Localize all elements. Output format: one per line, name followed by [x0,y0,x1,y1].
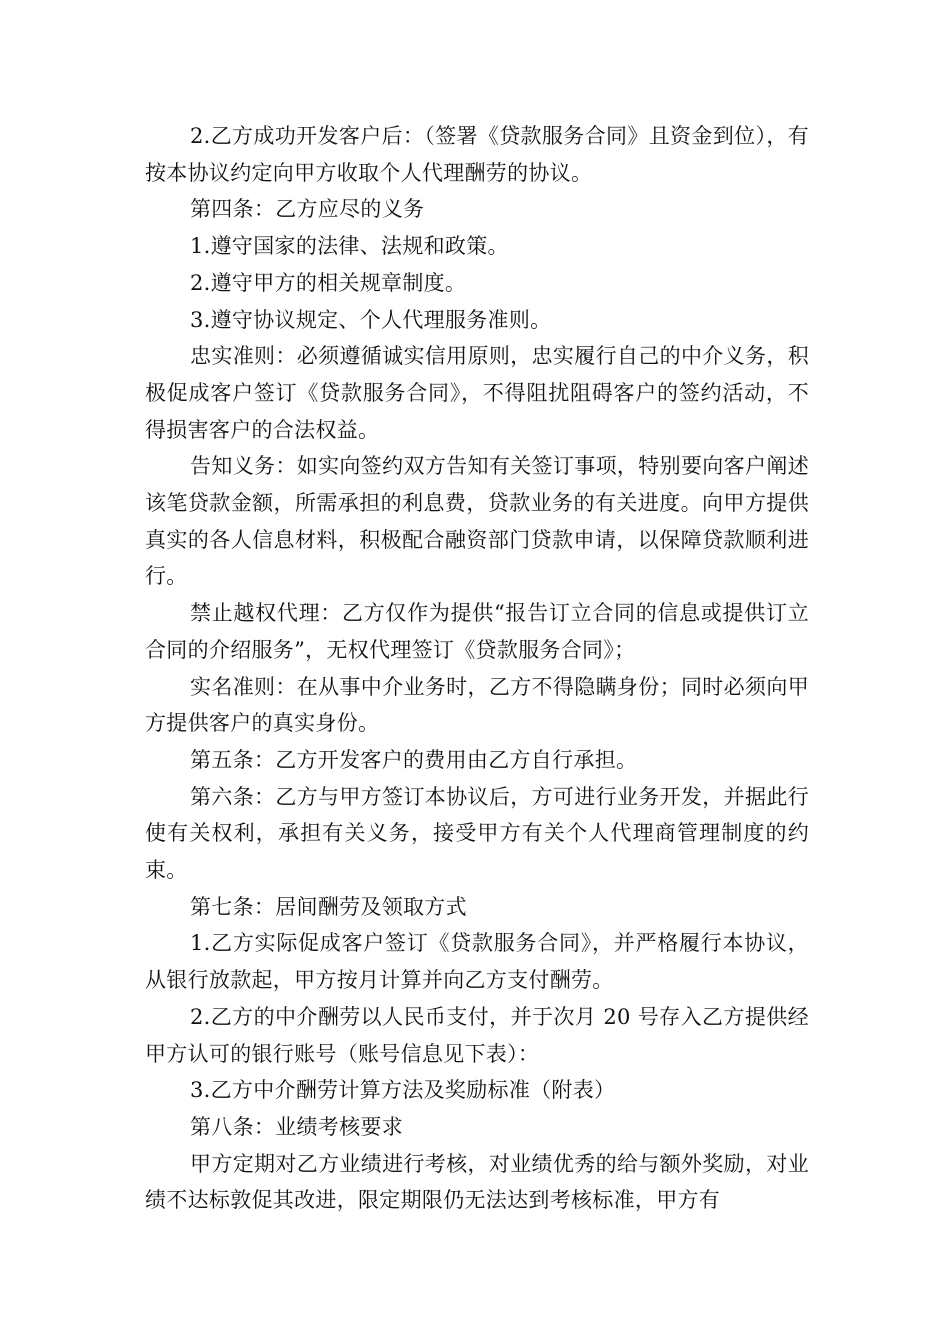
paragraph-disclosure-duty: 告知义务：如实向签约双方告知有关签订事项，特别要向客户阐述该笔贷款金额，所需承担的利息费，贷款业务的有关进度。向甲方提供真实的各人信息材料，积极配合融资部门贷款申请，以保障贷款顺利进行。 [145,454,809,589]
heading-article-8: 第八条：业绩考核要求 [190,1114,403,1139]
paragraph-article-5: 第五条：乙方开发客户的费用由乙方自行承担。 [190,747,638,772]
document-body [145,118,809,1219]
paragraph-article-7-item-1: 1.乙方实际促成客户签订《贷款服务合同》，并严格履行本协议，从银行放款起，甲方按月计算并向乙方支付酬劳。 [145,931,809,993]
paragraph-article-8-body: 甲方定期对乙方业绩进行考核，对业绩优秀的给与额外奖励，对业绩不达标敦促其改进，限定期限仍无法达到考核标准，甲方有 [145,1151,809,1213]
heading-article-7: 第七条：居间酬劳及领取方式 [190,894,467,919]
paragraph-clause-3-item-2: 2.乙方成功开发客户后：（签署《贷款服务合同》且资金到位），有按本协议约定向甲方收取个人代理酬劳的协议。 [145,124,809,185]
paragraph-article-4-item-2: 2.遵守甲方的相关规章制度。 [190,270,467,295]
paragraph-article-6: 第六条：乙方与甲方签订本协议后，方可进行业务开发，并据此行使有关权利，承担有关义务，接受甲方有关个人代理商管理制度的约束。 [145,784,809,883]
heading-article-4: 第四条：乙方应尽的义务 [190,197,425,222]
paragraph-no-overreach: 禁止越权代理：乙方仅作为提供“报告订立合同的信息或提供订立合同的介绍服务”，无权代理签订《贷款服务合同》； [145,601,809,662]
paragraph-article-7-item-2: 2.乙方的中介酬劳以人民币支付，并于次月 20 号存入乙方提供经甲方认可的银行账号（账号信息见下表）： [145,1004,809,1066]
paragraph-article-4-item-1: 1.遵守国家的法律、法规和政策。 [190,234,509,259]
paragraph-real-name-principle: 实名准则：在从事中介业务时，乙方不得隐瞒身份；同时必须向甲方提供客户的真实身份。 [145,674,809,736]
paragraph-article-7-item-3: 3.乙方中介酬劳计算方法及奖励标准（附表） [190,1078,616,1103]
paragraph-loyalty-principle: 忠实准则：必须遵循诚实信用原则，忠实履行自己的中介义务，积极促成客户签订《贷款服务合同》，不得阻扰阻碍客户的签约活动，不得损害客户的合法权益。 [145,344,809,442]
paragraph-article-4-item-3: 3.遵守协议规定、个人代理服务准则。 [190,307,552,332]
